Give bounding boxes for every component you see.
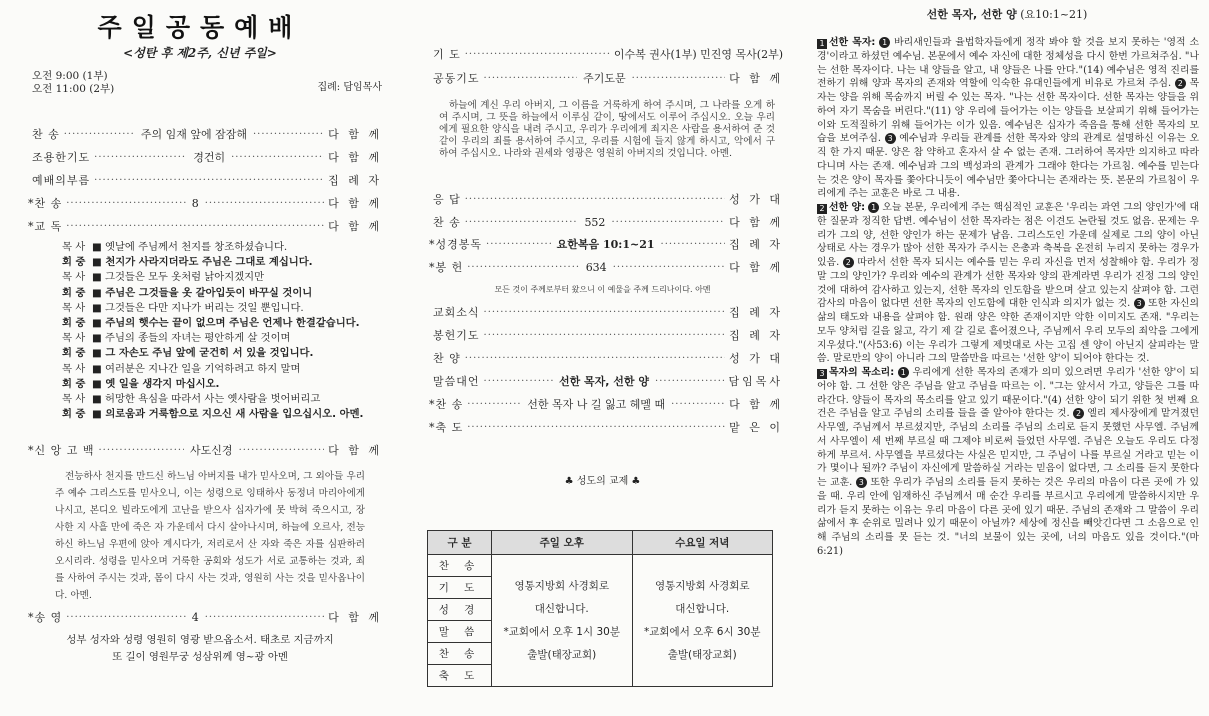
reading-line: 목 사 ■ 허망한 욕심을 따라서 사는 옛사람을 벗어버리고 <box>62 393 321 406</box>
presider: 집례: 담임목사 <box>317 82 382 93</box>
order-item: 찬 양 ····· 성 가 대 <box>433 349 783 367</box>
duty-table <box>427 530 773 687</box>
doxology: 성부 성자와 성령 영원히 영광 받으옵소서. 태초로 지금까지 또 길이 영원무궁 성삼위께 영~광 아멘 <box>66 634 334 663</box>
sermon-title: 선한 목자, 선한 양 (요10:1~21) <box>926 8 1088 21</box>
order-item: 조용한기도 ····· 경건히 ····· 다 함 께 <box>32 148 382 166</box>
middle-page <box>405 0 800 716</box>
order-item: 찬 송 ····· 552 ····· 다 함 께 <box>433 213 783 231</box>
table-header: 수요일 저녁 <box>632 531 773 555</box>
table-role: 성 경 <box>428 599 492 621</box>
order-item: *봉 헌 ····· 634 ····· 다 함 께 <box>429 258 783 276</box>
reading-line: 목 사 ■ 여러분은 지나간 일을 기억하려고 하지 말며 <box>62 362 301 375</box>
order-item: 기 도 ····· 이수복 권사(1부) 민진영 목사(2부) <box>433 45 783 63</box>
sermon-section: 1 선한 목자: 1 바리새인들과 율법학자들에게 정작 봐야 할 것을 보지 못하는 '영적 소경'이라고 하셨던 예수님. 본문에서 예수 자신에 대한 정체성을 다시 한번 가르쳐주심. "나는 선한 목자이다. 나는 내 양들을 알고, 내 양들은 나를 안다."(14) 예수님은 영적 진리를 전하기 위해 양과 목자의 존재와 역할에 익숙한 유대인들에게 비유로 가르쳐 주심. 2 목자는 양을 위해 목숨까지 버릴 수 있는 목자. "나는 선한 목자이다. 선한 목자는 양들을 위하여 자기 목숨을 버린다."(11) 양 우리에 들어가는 이는 양들을 보살피기 위해 들어가는 이와 도적질하기 위해 들어가는 이가 있음. 예수님은 십자가 죽음을 통해 선한 목자의 모습을 보여주심. 3 예수님과 우리들 관계를 선한 목자와 양의 관계로 설명하신 이유는 오직 한 가지 때문. 양은 참 약하고 혼자서 살 수 없는 존재. 그러하여 목자만 의지하고 따라다니며 사는 존재. 예수님과 그의 백성과의 관계가 그래야 한다는 가르침. 예수를 믿는다는 것은 양이 목자를 쫓아다니듯이 예수님만 쫓아다니는 존재라는 뜻. 본문의 가르침이 우리에게 주는 교훈은 바로 그 내용. <box>817 37 1200 200</box>
table-header: 구 분 <box>428 531 492 555</box>
order-item: *성경봉독 ····· 요한복음 10:1~21 ····· 집 례 자 <box>429 235 783 253</box>
section-heading: 선한 목자: <box>829 37 876 48</box>
responsive-reading <box>62 240 392 422</box>
order-item: 공동기도 ····· 주기도문 ····· 다 함 께 <box>433 69 783 87</box>
order-item: 예배의부름 ····· 집 례 자 <box>32 171 382 189</box>
order-item: 찬 송 ····· 주의 임재 앞에 잠잠해 ····· 다 함 께 <box>32 125 382 143</box>
section-number: 3 <box>817 369 827 379</box>
left-page <box>0 0 400 716</box>
reading-line: 회 중 ■ 의로움과 거룩함으로 지으신 새 사람을 입으십시오. 아멘. <box>62 408 364 421</box>
right-page <box>805 0 1209 716</box>
reading-line: 목 사 ■ 그것들은 다만 지나가 버리는 것일 뿐입니다. <box>62 301 304 314</box>
table-role: 축 도 <box>428 665 492 687</box>
order-item: *찬 송 ····· 선한 목자 나 길 잃고 헤멜 때 ····· 다 함 께 <box>429 395 783 413</box>
apostles-creed: 전능하사 천지를 만드신 하느님 아버지를 내가 믿사오며, 그 외아들 우리 주 예수 그리스도를 믿사오니, 이는 성령으로 잉태하사 동정녀 마리아에게 나시고, 본디오 빌라도에게 고난을 받으사 십자가에 못 박혀 죽으시고, 장사한 지 사흘 만에 죽은 자 가운데서 다시 살아나시며, 하늘에 오르사, 전능하신 하느님 우편에 앉아 계시다가, 저리로서 산 자와 죽은 자를 심판하러 오시리라. 성령을 믿사오며 거룩한 공회와 성도가 서로 교통하는 것과, 죄를 사하여 주시는 것과, 몸이 다시 사는 것과, 영원히 사는 것을 믿사옵나이다. 아멘. <box>55 471 365 601</box>
page-title: 주일공동예배 <box>97 13 303 42</box>
table-header: 주일 오후 <box>492 531 633 555</box>
sermon-body <box>817 36 1199 559</box>
sermon-section: 3 목자의 목소리: 1 우리에게 선한 목자의 존재가 의미 있으려면 우리가 '선한 양'이 되어야 함. 그 선한 양은 주님을 알고 주님을 따르는 이. "그는 앞서서 가고, 양들은 그를 따라간다. 양들이 목자의 목소리를 알고 있기 때문이다."(4) 선한 양이 되기 위한 첫 번째 요건은 주님을 알고 주님의 소리를 들을 줄 알아야 한다는 것. 2 엘리 제사장에게 맡겨졌던 사무엘, 주님께서 부르셨지만, 주님의 소리를 주님의 소리로 듣지 못했던 사무엘. 주님께서 사무엘이 세 번째 부르실 때 그제야 비로써 들었던 사무엘. 주님은 오늘도 우리도 다정하게 부르셔. 사무엘을 부르셨다는 사실은 믿지만, 그 주님이 나를 부르실 거라고 믿는 이가 몇이나 될까? 주님이 자신에게 말씀하실 거라는 믿음이 없다면, 그 소리를 듣지 못한다는 교훈. 3 또한 우리가 주님의 소리를 듣지 못하는 것은 우리의 마음이 다른 곳에 가 있을 때. 우리 안에 임재하신 주님께서 매 순간 우리를 부르시고 우리에게 말씀하시지만 우리가 듣지 못하는 이유는 우리 마음이 다른 곳에 있기 때문. 주님의 존재와 그 말씀이 우리 삶에서 후 순위로 밀려나 있기 때문이 아닐까? 세상에 정신을 빼앗긴다면 그 소음으로 인해 주님의 소리를 못 듣는 것. "너의 보물이 있는 곳에, 너의 마음도 있을 것이다."(마6:21) <box>817 367 1200 557</box>
wednesday-evening-cell: 영통지방회 사경회로 대신합니다. *교회에서 오후 6시 30분 출발(태장교회) <box>632 555 773 687</box>
section-heading: 선한 양: <box>829 202 866 213</box>
section-heading: 목자의 목소리: <box>829 367 895 378</box>
lords-prayer: 하늘에 계신 우리 아버지, 그 이름을 거룩하게 하여 주시며, 그 나라를 오게 하여 주시며, 그 뜻을 하늘에서 이루심 같이, 땅에서도 이루어 주십시오. 오늘 우리에게 필요한 양식을 내려 주시고, 우리가 우리에게 죄지은 사람을 용서하여 준 것 같이 우리의 죄를 용서하여 주시고, 우리를 시험에 들지 않게 하시고, 악에서 구하여 주십시오. 나라와 권세와 영광은 영원히 아버지의 것입니다. 아멘. <box>439 100 775 159</box>
reading-line: 목 사 ■ 옛날에 주님께서 천지를 창조하셨습니다. <box>62 241 288 253</box>
offering-note: 모든 것이 주께로부터 왔으니 이 예물을 주께 드리나이다. 아멘 <box>494 285 711 294</box>
order-item: *교 독 ····· 다 함 께 <box>28 217 382 235</box>
service-times <box>32 70 114 96</box>
order-item: 교회소식 ····· 집 례 자 <box>433 303 783 321</box>
table-role: 기 도 <box>428 577 492 599</box>
sermon-section: 2 선한 양: 1 오늘 본문, 우리에게 주는 핵심적인 교훈은 '우리는 과연 그의 양인가'에 대한 질문과 정직한 답변. 예수님이 선한 목자라는 점은 이견도 논란될 것도 없음. 문제는 우리가 그의 양, 선한 양인가 하는 문제가 남음. 그리스도인 가운데 실제로 그의 양이 아닌 상태로 사는 경우가 많아 선한 목자가 주시는 은총과 축복을 온전히 누리지 못하는 경우가 있음. 2 따라서 선한 목자 되시는 예수를 믿는 우리 자신을 먼저 성찰해야 함. 우리가 정말 그의 양인가? 우리와 예수의 관계가 선한 목자와 양의 관계라면 우리가 진정 그의 양인 것에 대하여 감사하고 있는지, 선한 목자의 인도함을 받으며 살고 있는지 살펴야 함. 그런 감사의 마음이 없다면 선한 목자의 인도함에 대한 인식과 의지가 없는 것. 3 또한 자신의 삶의 태도와 내용을 살펴야 함. 원래 양은 약한 존재이지만 악한 이미지도 존재. "우리는 모두 양처럼 길을 잃고, 각기 제 갈 길로 흩어졌으나, 주님께서 우리 모두의 죄악을 그에게 지우셨다."(사53:6) 이는 우리가 그렇게 제멋대로 사는 고집 센 양이 아닌지 살피라는 말씀. 말로만의 양이 아니라 그의 말씀만을 따르는 '선한 양'이 되어야 한다는 것. <box>817 202 1200 365</box>
order-item: *찬 송 ····· 8 ····· 다 함 께 <box>28 194 382 212</box>
reading-line: 목 사 ■ 그것들은 모두 옷처럼 낡아지겠지만 <box>62 271 265 284</box>
reading-line: 회 중 ■ 천지가 사라지더라도 주님은 그대로 계십니다. <box>62 256 313 269</box>
order-item: *축 도 ····· 맡 은 이 <box>429 418 783 436</box>
fellowship-title: ♣ 성도의 교제 ♣ <box>564 476 641 487</box>
reading-line: 회 중 ■ 그 자손도 주님 앞에 굳건히 서 있을 것입니다. <box>62 347 314 360</box>
reading-line: 회 중 ■ 주님의 햇수는 끝이 없으며 주님은 언제나 한결같습니다. <box>62 317 360 330</box>
page-subtitle: <성탄 후 제2주, 신년 주일> <box>123 46 277 60</box>
section-number: 2 <box>817 204 827 214</box>
section-number: 1 <box>817 39 827 49</box>
reading-line: 목 사 ■ 주님의 종들의 자녀는 평안하게 살 것이며 <box>62 332 291 345</box>
order-item: 응 답 ····· 성 가 대 <box>433 190 783 208</box>
order-item: *송 영 ····· 4 ····· 다 함 께 <box>28 608 382 626</box>
order-item: *신 앙 고 백 ····· 사도신경 ····· 다 함 께 <box>28 441 382 459</box>
table-role: 찬 송 <box>428 643 492 665</box>
sunday-afternoon-cell: 영통지방회 사경회로 대신합니다. *교회에서 오후 1시 30분 출발(태장교회) <box>492 555 633 687</box>
table-role: 찬 송 <box>428 555 492 577</box>
service-time: 오전 11:00 (2부) <box>32 83 115 95</box>
service-time: 오전 9:00 (1부) <box>32 70 108 82</box>
order-item: 봉헌기도 ····· 집 례 자 <box>433 326 783 344</box>
order-item: 말씀대언 ····· 선한 목자, 선한 양 ····· 담임목사 <box>433 372 783 390</box>
table-role: 말 씀 <box>428 621 492 643</box>
reading-line: 회 중 ■ 주님은 그것들을 옷 갈아입듯이 바꾸실 것이니 <box>62 286 313 299</box>
reading-line: 회 중 ■ 옛 일을 생각지 마십시오. <box>62 377 220 390</box>
